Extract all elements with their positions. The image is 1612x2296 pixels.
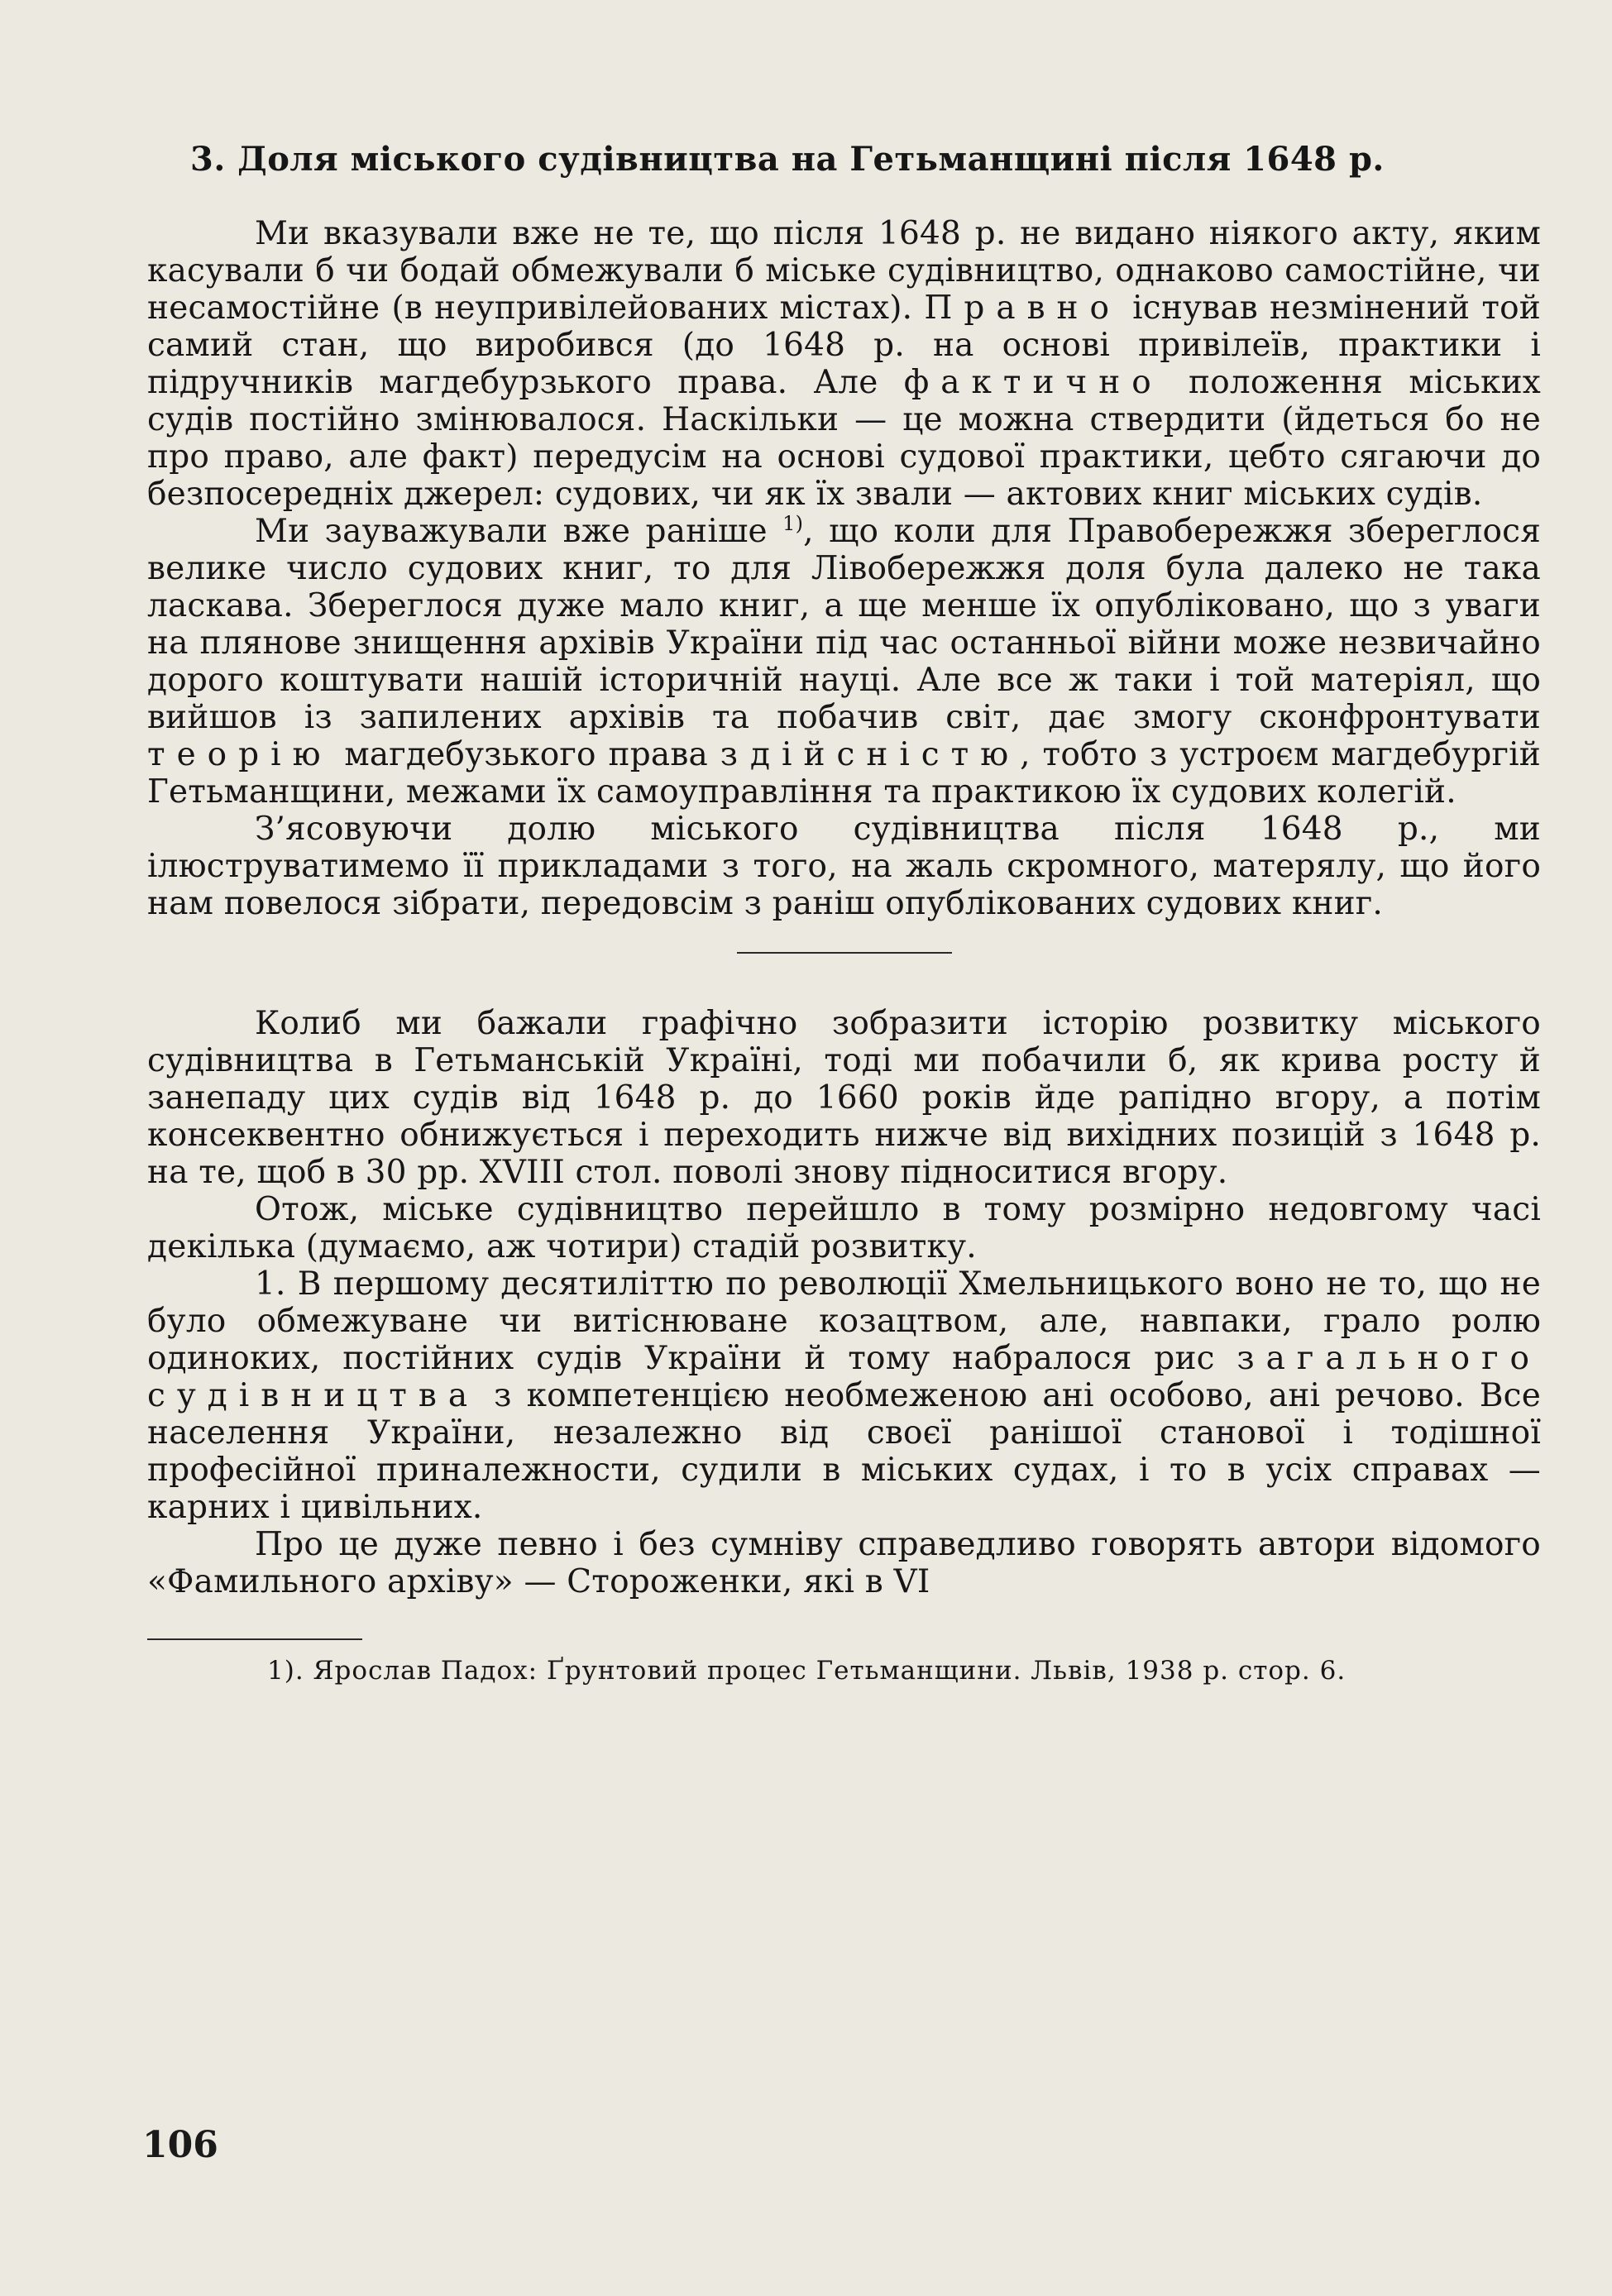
paragraph-6-text-c: з компетенцією необмеженою ані особово, ані речово. Все населення України, незалежно від своєї ранішої станової і тодішної професійної приналежности, судили в міських судах, і то в усіх справах — карних і цивільних. bbox=[147, 1377, 1541, 1526]
paragraph-4: Колиб ми бажали графічно зобразити історію розвитку міського судівництва в Гетьманській Україні, тоді ми побачили б, як крива росту й занепаду цих судів від 1648 р. до 1660 років йде рапідно вгору, а потім консеквентно обнижується і переходить нижче від вихідних позицій з 1648 р. на те, щоб в 30 рр. XVIII стол. поволі знову підноситися вгору. bbox=[147, 1005, 1541, 1191]
emphasis-faktychno: фактично bbox=[903, 364, 1163, 401]
section-divider bbox=[737, 952, 952, 954]
paragraph-7: Про це дуже певно і без сумніву справедливо говорять автори відомого «Фамильного архіву» — Стороженки, які в VI bbox=[147, 1526, 1541, 1600]
paragraph-2-text-a: Ми зауважували вже раніше bbox=[255, 513, 783, 550]
paragraph-5: Отож, міське судівництво перейшло в тому розмірно недовгому часі декілька (думаємо, аж чотири) стадій розвитку. bbox=[147, 1191, 1541, 1265]
paragraph-6 bbox=[147, 1265, 1541, 1526]
emphasis-diysnistyu: дійсністю bbox=[750, 736, 1021, 773]
paragraph-1-text-c: існував незмінений той самий стан, що виробився (до 1648 р. на основі привілеїв, практики і підручників магдебурзького права. Але bbox=[147, 289, 1542, 401]
paragraph-2-text-f: , тобто з устроєм магдебургій Гетьманщини, межами їх самоуправління та практикою їх судових колегій. bbox=[147, 736, 1541, 811]
paragraph-3: З’ясовуючи долю міського судівництва після 1648 р., ми ілюструватимемо її прикладами з того, на жаль скромного, матерялу, що його нам повелося зібрати, передовсім з раніш опублікованих судових книг. bbox=[147, 811, 1541, 922]
emphasis-teoriyu: теорію bbox=[147, 736, 332, 773]
paragraph-1-text-a: Ми вказували вже не те, що після 1648 р. не видано ніякого акту, яким касували б чи бодай обмежували б міське судівництво, однаково самостійне, чи несамостійне (в неупривілейованих містах). bbox=[147, 215, 1541, 327]
footnote-divider bbox=[147, 1638, 362, 1640]
emphasis-pravno: Правно bbox=[924, 289, 1122, 327]
paragraph-2-text-b: , що коли для Правобережжя збереглося велике число судових книг, то для Лівобережжя доля була далеко не така ласкава. Збереглося дуже мало книг, а ще менше їх опубліковано, що з уваги на плянове знищення архівів України під час останньої війни може незвичайно дорого коштувати нашій історичній науці. Але все ж таки і той матеріял, що вийшов із запилених архівів та побачив світ, дає змогу сконфронтувати bbox=[147, 513, 1542, 736]
page-content bbox=[147, 141, 1541, 1688]
footnote: 1). Ярослав Падох: Ґрунтовий процес Гетьманщини. Львів, 1938 р. стор. 6. bbox=[267, 1656, 1347, 1686]
paragraph-1-text-e: положення міських судів постійно змінювалося. Наскільки — це можна ствердити (йдеться бо не про право, але факт) передусім на основі судової практики, цебто сягаючи до безпосередніх джерел: судових, чи як їх звали — актових книг міських судів. bbox=[147, 364, 1542, 513]
section-heading: 3. Доля міського судівництва на Гетьманщині після 1648 р. bbox=[190, 140, 1385, 179]
paragraph-2-text-d: магдебузького права з bbox=[332, 736, 750, 773]
paragraph-2 bbox=[147, 513, 1541, 811]
paragraph-1 bbox=[147, 215, 1541, 513]
footnote-reference: 1) bbox=[782, 512, 804, 535]
page-number: 106 bbox=[142, 2124, 218, 2166]
paragraph-6-text-a: 1. В першому десятиліттю по революції Хмельницького воно не то, що не було обмежуване чи витіснюване козацтвом, але, навпаки, грало ролю одиноких, постійних судів України й тому набралося рис bbox=[147, 1265, 1541, 1377]
emphasis-zahalnoho-sudivnytstva: загального судівництва bbox=[147, 1340, 1541, 1414]
